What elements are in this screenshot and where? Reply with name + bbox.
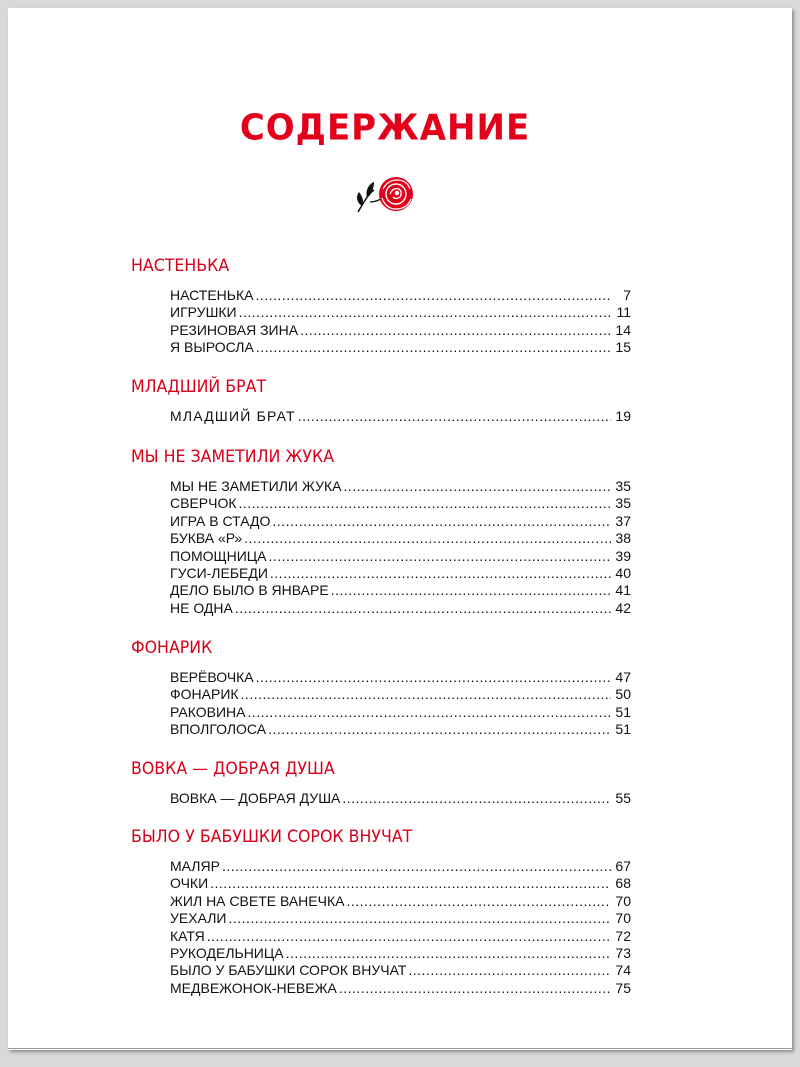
entry-title: БЫЛО У БАБУШКИ СОРОК ВНУЧАТ	[170, 962, 407, 979]
toc-entry[interactable]	[170, 945, 631, 962]
toc-entry[interactable]	[170, 686, 631, 703]
entry-page: 68	[615, 875, 631, 892]
entry-page: 15	[615, 339, 631, 356]
section-title: НАСТЕНЬКА	[131, 256, 230, 276]
leader-dots	[255, 287, 611, 303]
toc-entry[interactable]	[170, 513, 631, 530]
leader-dots	[235, 600, 611, 616]
entry-page: 35	[615, 477, 631, 494]
leader-dots	[269, 548, 612, 564]
entry-page: 51	[615, 721, 631, 738]
entry-title: ЖИЛ НА СВЕТЕ ВАНЕЧКА	[170, 892, 345, 909]
entry-title: РУКОДЕЛЬНИЦА	[170, 944, 284, 961]
toc-entry[interactable]	[170, 893, 631, 910]
entry-page: 40	[615, 564, 631, 581]
entry-page: 73	[615, 944, 631, 961]
entry-title: ОЧКИ	[170, 875, 209, 892]
entry-title: ФОНАРИК	[170, 686, 239, 703]
entry-title: МЛАДШИЙ БРАТ	[170, 407, 296, 424]
leader-dots	[239, 304, 611, 320]
leader-dots	[239, 495, 612, 511]
page-title: СОДЕРЖАНИЕ	[239, 107, 531, 149]
entry-title: ИГРА В СТАДО	[170, 512, 271, 529]
entry-title: ГУСИ-ЛЕБЕДИ	[170, 564, 268, 581]
toc-section	[131, 759, 631, 807]
section-title: ФОНАРИК	[131, 638, 213, 659]
table-of-contents	[131, 248, 631, 997]
leader-dots	[298, 408, 611, 424]
leader-dots	[207, 928, 611, 944]
toc-entry[interactable]	[170, 980, 631, 997]
toc-section	[131, 256, 631, 357]
book-page	[8, 8, 792, 1050]
entry-page: 70	[615, 910, 631, 927]
entry-page: 47	[615, 669, 631, 686]
entry-page: 50	[615, 686, 631, 703]
toc-entry[interactable]	[170, 600, 631, 617]
entry-title: МАЛЯР	[170, 858, 220, 875]
entry-title: ВЕРЁВОЧКА	[170, 669, 254, 686]
leader-dots	[286, 945, 611, 961]
leader-dots	[247, 704, 611, 720]
rose-ornament-icon	[350, 172, 416, 216]
entry-title: ВОВКА — ДОБРАЯ ДУША	[170, 789, 341, 806]
entry-page: 7	[623, 287, 631, 303]
leader-dots	[346, 893, 611, 909]
toc-entry[interactable]	[170, 928, 631, 945]
toc-section	[131, 827, 631, 997]
toc-entry[interactable]	[170, 565, 631, 582]
leader-dots	[256, 669, 611, 685]
entry-title: ВПОЛГОЛОСА	[170, 721, 267, 738]
entry-page: 70	[615, 892, 631, 909]
leader-dots	[342, 790, 611, 806]
entry-page: 37	[615, 512, 631, 529]
leader-dots	[272, 513, 611, 529]
toc-entry[interactable]	[170, 287, 631, 304]
entry-title: ИГРУШКИ	[170, 304, 237, 321]
entry-title: ДЕЛО БЫЛО В ЯНВАРЕ	[170, 582, 329, 599]
entry-title: Я ВЫРОСЛА	[170, 339, 254, 356]
entry-title: СВЕРЧОК	[170, 495, 237, 512]
entry-page: 75	[615, 979, 631, 996]
toc-entry[interactable]	[170, 790, 631, 807]
toc-entry[interactable]	[170, 704, 631, 721]
toc-entry[interactable]	[170, 962, 631, 979]
toc-section	[131, 638, 631, 739]
entry-title: БУКВА «Р»	[170, 530, 243, 547]
entry-title: КАТЯ	[170, 927, 205, 944]
section-title: МЫ НЕ ЗАМЕТИЛИ ЖУКА	[131, 446, 335, 467]
entry-page: 42	[615, 599, 631, 616]
toc-entry[interactable]	[170, 304, 631, 321]
toc-entry[interactable]	[170, 530, 631, 547]
toc-entry[interactable]	[170, 548, 631, 565]
leader-dots	[270, 565, 611, 581]
leader-dots	[228, 910, 611, 926]
entry-title: НАСТЕНЬКА	[170, 287, 254, 303]
entry-page: 55	[615, 789, 631, 806]
leader-dots	[268, 721, 611, 737]
leader-dots	[256, 339, 611, 355]
entry-page: 14	[615, 321, 631, 338]
toc-section	[131, 447, 631, 617]
entry-page: 39	[615, 547, 631, 564]
entry-title: ПОМОЩНИЦА	[170, 547, 267, 564]
entry-title: МЫ НЕ ЗАМЕТИЛИ ЖУКА	[170, 477, 342, 494]
toc-entry[interactable]	[170, 721, 631, 738]
leader-dots	[244, 530, 611, 546]
leader-dots	[210, 875, 611, 891]
entry-page: 51	[615, 703, 631, 720]
toc-entry[interactable]	[170, 339, 631, 356]
entry-page: 19	[615, 407, 631, 424]
leader-dots	[331, 582, 611, 598]
entry-page: 67	[615, 858, 631, 875]
toc-entry[interactable]	[170, 478, 631, 495]
leader-dots	[339, 980, 611, 996]
toc-entry[interactable]	[170, 322, 631, 339]
entry-title: РЕЗИНОВАЯ ЗИНА	[170, 321, 299, 338]
entry-page: 72	[615, 927, 631, 944]
toc-entry[interactable]	[170, 582, 631, 599]
section-title: ВОВКА — ДОБРАЯ ДУША	[131, 758, 335, 779]
leader-dots	[222, 858, 611, 874]
leader-dots	[300, 322, 611, 338]
section-title: МЛАДШИЙ БРАТ	[131, 376, 267, 397]
entry-page: 41	[615, 582, 631, 599]
toc-entry[interactable]	[170, 875, 631, 892]
entry-page: 35	[615, 495, 631, 512]
toc-section	[131, 377, 631, 425]
toc-entry[interactable]	[170, 408, 631, 425]
entry-page: 38	[615, 530, 631, 547]
toc-entry[interactable]	[170, 669, 631, 686]
leader-dots	[408, 962, 611, 978]
leader-dots	[343, 478, 611, 494]
entry-title: НЕ ОДНА	[170, 599, 233, 616]
toc-entry[interactable]	[170, 495, 631, 512]
page-bottom-rule	[8, 1048, 792, 1049]
toc-entry[interactable]	[170, 910, 631, 927]
section-title: БЫЛО У БАБУШКИ СОРОК ВНУЧАТ	[131, 827, 413, 848]
toc-entry[interactable]	[170, 858, 631, 875]
entry-page: 11	[616, 304, 631, 321]
leader-dots	[241, 686, 611, 702]
entry-title: МЕДВЕЖОНОК-НЕВЕЖА	[170, 979, 337, 996]
entry-title: РАКОВИНА	[170, 703, 246, 720]
entry-page: 74	[615, 962, 631, 979]
entry-title: УЕХАЛИ	[170, 910, 227, 927]
